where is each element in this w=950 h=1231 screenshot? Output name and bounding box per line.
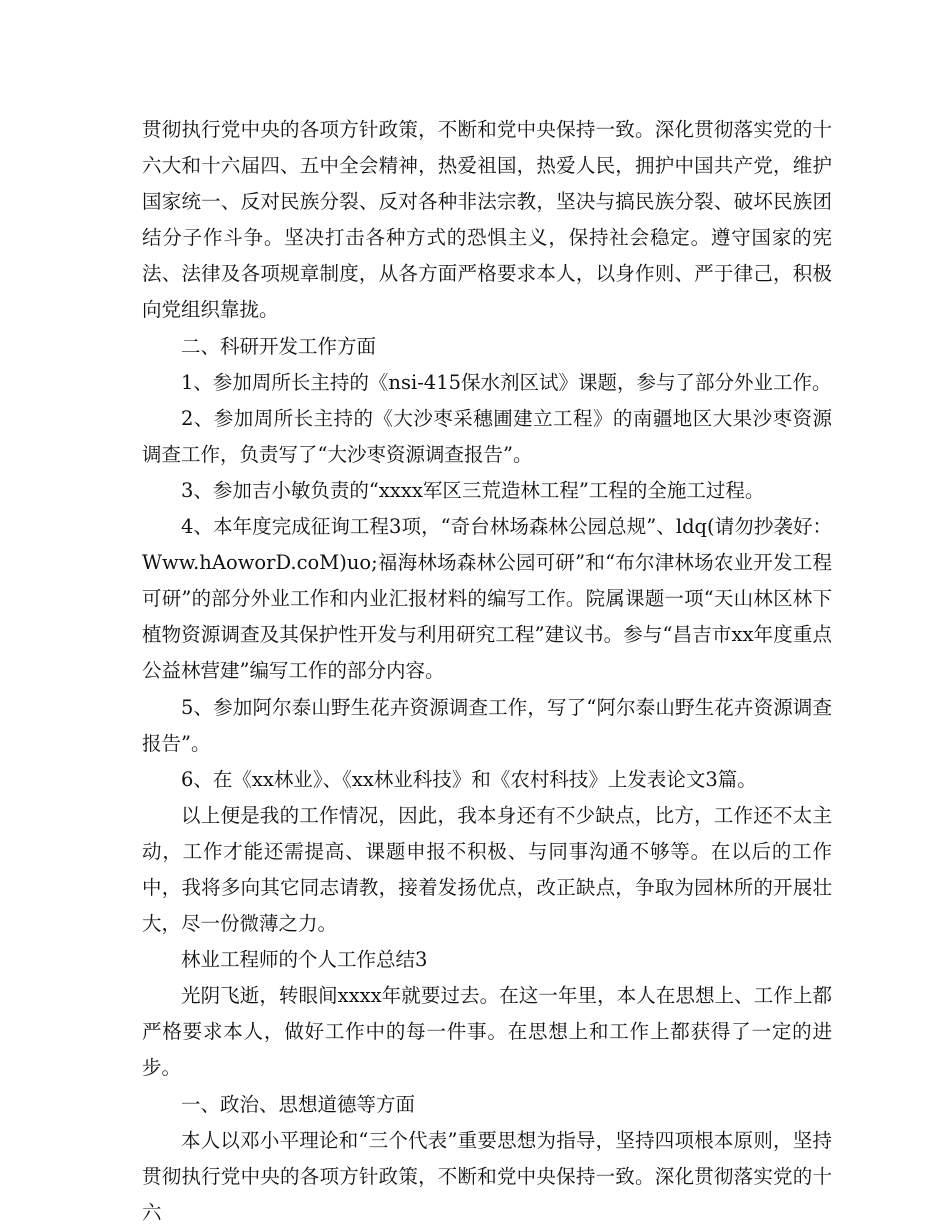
politics-paragraph: 本人以邓小平理论和“三个代表”重要思想为指导，坚持四项根本原则，坚持贯彻执行党中央的各项方针政策，不断和党中央保持一致。深化贯彻落实党的十六 — [142, 1128, 832, 1224]
list-item-5: 5、参加阿尔泰山野生花卉资源调查工作，写了“阿尔泰山野生花卉资源调查报告”。 — [142, 695, 832, 755]
list-item-2: 2、参加周所长主持的《大沙枣采穗圃建立工程》的南疆地区大果沙枣资源调查工作，负责写了“大沙枣资源调查报告”。 — [142, 406, 832, 466]
summary-paragraph: 以上便是我的工作情况，因此，我本身还有不少缺点，比方，工作还不太主动，工作才能还需提高、课题申报不积极、与同事沟通不够等。在以后的工作中，我将多向其它同志请教，接着发扬优点，改正缺点，争取为园林所的开展壮大，尽一份微薄之力。 — [142, 803, 832, 936]
list-item-4: 4、本年度完成征询工程3项，“奇台林场森林公园总规”、ldq(请勿抄袭好：Www.hAoworD.coM)uo;福海林场森林公园可研”和“布尔津林场农业开发工程可研”的部分外业工作和内业汇报材料的编写工作。院属课题一项“天山林区林下植物资源调查及其保护性开发与利用研究工程”建议书。参与“昌吉市xx年度重点公益林营建”编写工作的部分内容。 — [142, 515, 832, 683]
document-body — [142, 112, 832, 1231]
list-item-6: 6、在《xx林业》、《xx林业科技》和《农村科技》上发表论文3篇。 — [181, 767, 757, 791]
list-item-1: 1、参加周所长主持的《nsi-415保水剂区试》课题，参与了部分外业工作。 — [181, 370, 832, 394]
intro-paragraph: 光阴飞逝，转眼间xxxx年就要过去。在这一年里，本人在思想上、工作上都严格要求本人，做好工作中的每一件事。在思想上和工作上都获得了一定的进步。 — [142, 984, 832, 1080]
document-subtitle: 林业工程师的个人工作总结3 — [181, 948, 428, 972]
list-item-3: 3、参加吉小敏负责的“xxxx军区三荒造林工程”工程的全施工过程。 — [181, 478, 765, 502]
section-heading-politics: 一、政治、思想道德等方面 — [181, 1092, 416, 1116]
section-heading-research: 二、科研开发工作方面 — [181, 334, 377, 358]
paragraph-1: 贯彻执行党中央的各项方针政策，不断和党中央保持一致。深化贯彻落实党的十六大和十六届四、五中全会精神，热爱祖国，热爱人民，拥护中国共产党，维护国家统一、反对民族分裂、反对各种非法宗教，坚决与搞民族分裂、破坏民族团结分子作斗争。坚决打击各种方式的恐惧主义，保持社会稳定。遵守国家的宪法、法律及各项规章制度，从各方面严格要求本人，以身作则、严于律己，积极向党组织靠拢。 — [142, 118, 832, 322]
